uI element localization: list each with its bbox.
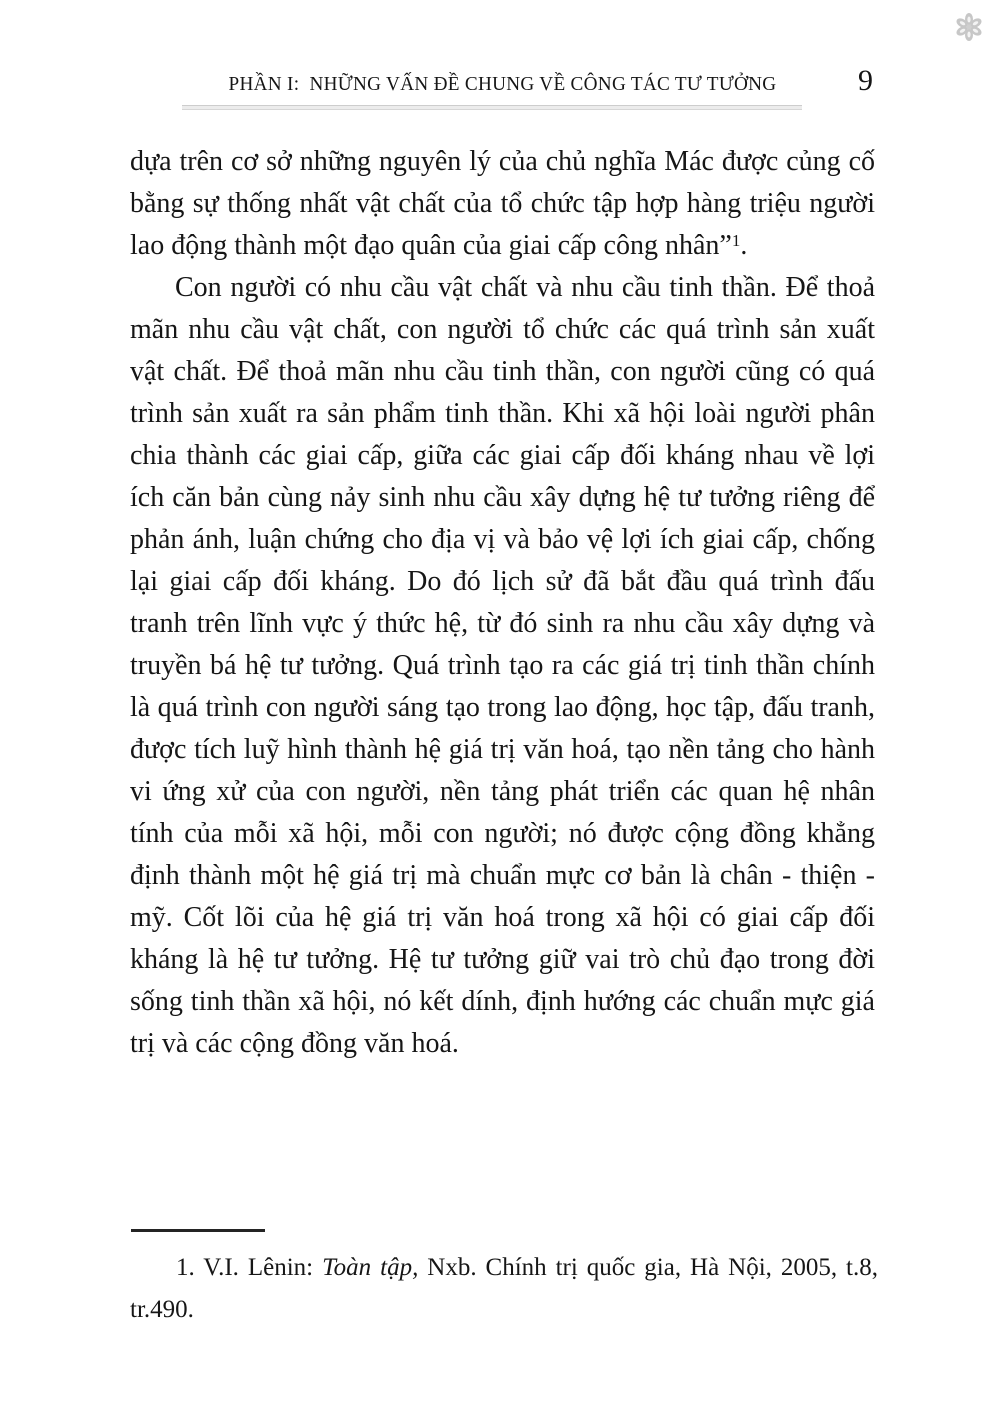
footnote-section xyxy=(130,1247,878,1331)
footnote-text xyxy=(130,1247,878,1331)
footnote-separator xyxy=(131,1229,265,1232)
page-number: 9 xyxy=(858,64,873,97)
footnote-ref-superscript: 1 xyxy=(731,231,741,250)
paragraph-continuation xyxy=(130,141,875,267)
page-body xyxy=(130,141,875,1065)
running-title: PHẦN I: NHỮNG VẤN ĐỀ CHUNG VỀ CÔNG TÁC TƯ TƯỞNG xyxy=(228,73,777,95)
header-rule xyxy=(182,105,802,110)
paragraph-main: Con người có nhu cầu vật chất và nhu cầu tinh thần. Để thoả mãn nhu cầu vật chất, con người tổ chức các quá trình sản xuất vật chất. Để thoả mãn nhu cầu tinh thần, con người cũng có quá trình sản xuất ra sản phẩm tinh thần. Khi xã hội loài người phân chia thành các giai cấp, giữa các giai cấp đối kháng nhau về lợi ích căn bản cùng nảy sinh nhu cầu xây dựng hệ tư tưởng riêng để phản ánh, luận chứng cho địa vị và bảo vệ lợi ích giai cấp, chống lại giai cấp đối kháng. Do đó lịch sử đã bắt đầu quá trình đấu tranh trên lĩnh vực ý thức hệ, từ đó sinh ra nhu cầu xây dựng và truyền bá hệ tư tưởng. Quá trình tạo ra các giá trị tinh thần chính là quá trình con người sáng tạo trong lao động, học tập, đấu tranh, được tích luỹ hình thành hệ giá trị văn hoá, tạo nền tảng cho hành vi ứng xử của con người, nền tảng phát triển các quan hệ nhân tính của mỗi xã hội, mỗi con người; nó được cộng đồng khẳng định thành một hệ giá trị mà chuẩn mực cơ bản là chân - thiện - mỹ. Cốt lõi của hệ giá trị văn hoá trong xã hội có giai cấp đối kháng là hệ tư tưởng. Hệ tư tưởng giữ vai trò chủ đạo trong đời sống tinh thần xã hội, nó kết dính, định hướng các chuẩn mực giá trị và các cộng đồng văn hoá. xyxy=(130,272,875,1059)
paragraph-text: dựa trên cơ sở những nguyên lý của chủ nghĩa Mác được củng cố bằng sự thống nhất vật chất của tổ chức tập hợp hàng triệu người lao động thành một đạo quân của giai cấp công nhân” xyxy=(130,146,875,261)
footnote-suffix: Nxb. Chính trị quốc gia, Hà Nội, 2005, t.8, tr.490. xyxy=(130,1254,878,1323)
footnote-work-title: Toàn tập, xyxy=(322,1254,419,1281)
footnote-prefix: 1. V.I. Lênin: xyxy=(176,1254,323,1281)
page-header xyxy=(130,0,875,125)
sentence-period: . xyxy=(740,230,748,261)
florette-icon xyxy=(954,12,984,42)
